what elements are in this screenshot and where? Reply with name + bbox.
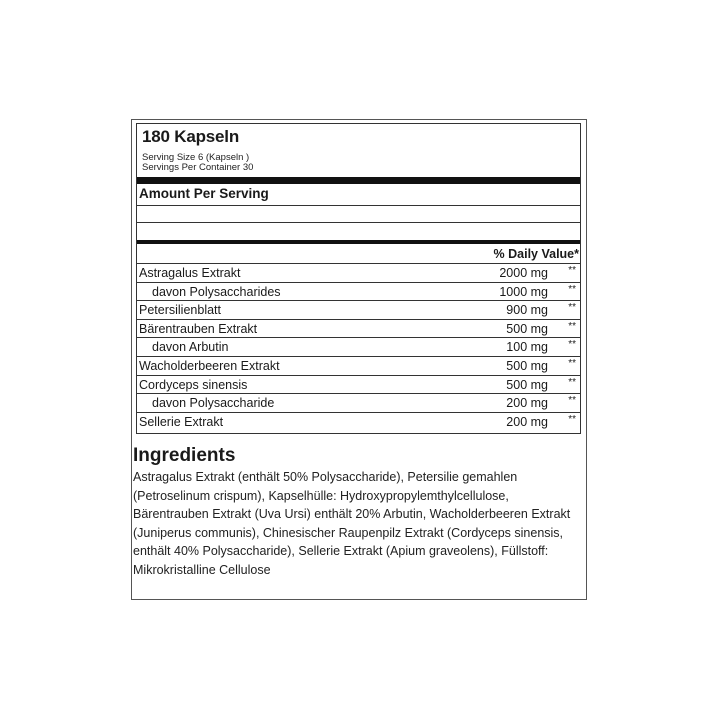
- divider-medium: [137, 240, 580, 244]
- nutrient-row: [137, 319, 580, 338]
- ingredients-title: Ingredients: [133, 445, 236, 466]
- nutrient-amount: 100 mg: [506, 340, 548, 355]
- nutrient-name: davon Polysaccharide: [152, 396, 275, 411]
- divider: [137, 222, 580, 223]
- serving-size: Serving Size 6 (Kapseln ): [142, 152, 250, 163]
- amount-per-serving: Amount Per Serving: [139, 186, 269, 201]
- nutrient-amount: 200 mg: [506, 396, 548, 411]
- nutrient-row: [137, 263, 580, 282]
- nutrient-daily-value: **: [568, 339, 576, 351]
- nutrient-name: Astragalus Extrakt: [139, 266, 241, 280]
- product-title: 180 Kapseln: [142, 127, 240, 146]
- nutrient-row: [137, 337, 580, 356]
- nutrient-row: [137, 300, 580, 319]
- nutrient-daily-value: **: [568, 283, 576, 295]
- nutrient-daily-value: **: [568, 302, 576, 314]
- nutrient-amount: 900 mg: [506, 303, 548, 318]
- ingredients-text: Astragalus Extrakt (enthält 50% Polysaccharide), Petersilie gemahlen (Petroselinum crispum), Kapselhülle: Hydroxypropylemthylcellulose, Bärentrauben Extrakt (Uva Ursi) enthält 20% Arbutin, Wacholderbeeren Extrakt (Juniperus communis), Chinesischer Raupenpilz Extrakt (Cordyceps sinensis, enthält 40% Polysaccharide), Sellerie Extrakt (Apium graveolens), Füllstoff: Mikrokristalline Cellulose: [133, 470, 571, 577]
- daily-value-header: % Daily Value*: [493, 247, 579, 261]
- nutrient-amount: 500 mg: [506, 358, 548, 373]
- supplement-facts-panel: [136, 123, 581, 434]
- nutrient-daily-value: **: [568, 413, 576, 425]
- nutrient-row: [137, 393, 580, 412]
- nutrient-amount: 2000 mg: [499, 266, 548, 280]
- nutrient-daily-value: **: [568, 395, 576, 407]
- nutrient-daily-value: **: [568, 376, 576, 388]
- nutrient-amount: 1000 mg: [499, 284, 548, 299]
- nutrient-amount: 500 mg: [506, 377, 548, 392]
- nutrient-daily-value: **: [568, 357, 576, 369]
- nutrient-amount: 200 mg: [506, 414, 548, 429]
- divider: [137, 205, 580, 206]
- nutrient-name: Bärentrauben Extrakt: [139, 321, 258, 336]
- serving-info: [142, 153, 253, 173]
- nutrient-row: [137, 375, 580, 394]
- nutrient-daily-value: **: [568, 265, 576, 276]
- nutrient-row: [137, 412, 580, 431]
- divider-thick: [137, 177, 580, 184]
- nutrient-name: davon Polysaccharides: [152, 284, 281, 299]
- nutrient-name: Sellerie Extrakt: [139, 414, 224, 429]
- nutrient-amount: 500 mg: [506, 321, 548, 336]
- nutrient-name: Cordyceps sinensis: [139, 377, 248, 392]
- nutrient-daily-value: **: [568, 320, 576, 332]
- nutrient-name: Wacholderbeeren Extrakt: [139, 358, 280, 373]
- servings-per-container: Servings Per Container 30: [142, 162, 254, 173]
- nutrient-name: Petersilienblatt: [139, 303, 221, 318]
- nutrient-row: [137, 356, 580, 375]
- nutrient-row: [137, 282, 580, 301]
- nutrient-table: [137, 263, 580, 430]
- nutrient-name: davon Arbutin: [152, 340, 229, 355]
